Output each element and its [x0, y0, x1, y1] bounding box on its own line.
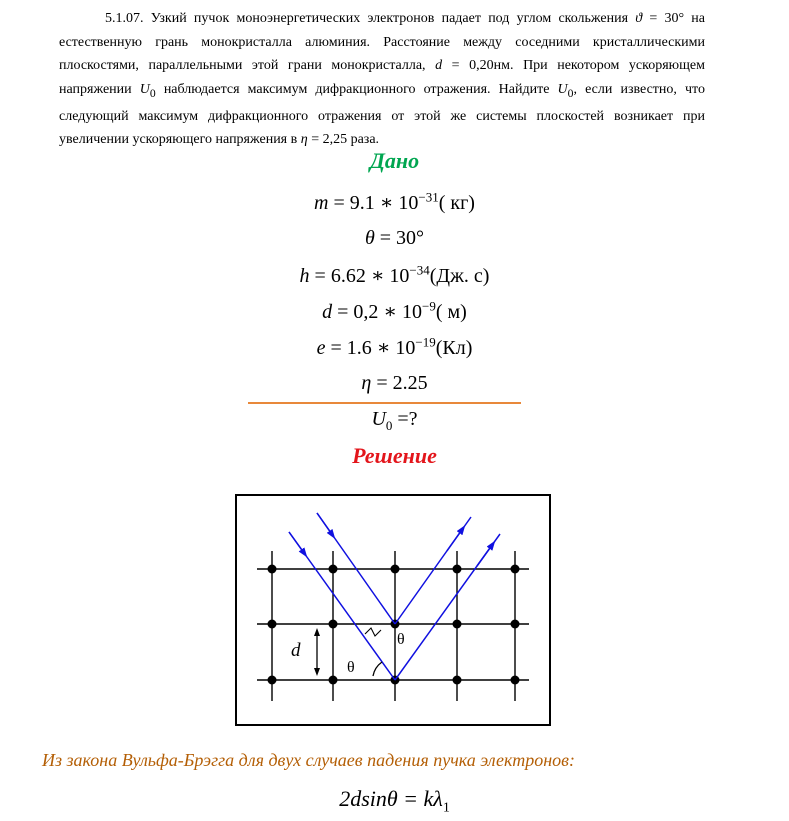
mass-symbol: m: [314, 192, 329, 214]
distance-value: = 0,2 ∗ 10: [332, 301, 423, 323]
find-subscript: 0: [385, 418, 393, 433]
bragg-diagram-svg: [237, 496, 549, 724]
incident-arrow-upper: [317, 513, 333, 536]
atom: [329, 676, 338, 685]
problem-text-2: на естественную грань монокристалла алюминия. Расстояние между соседними кристаллическими плоскостями, параллельными этой грани монокристалла,: [59, 11, 706, 73]
charge-value: = 1.6 ∗ 10: [325, 337, 416, 359]
solution-explanation: Из закона Вульфа-Брэгга для двух случаев падения пучка электронов:: [42, 750, 575, 770]
u-subscript: 0: [149, 86, 156, 100]
distance-exponent: −9: [422, 298, 436, 314]
angle-symbol: ϑ: [635, 11, 643, 26]
eta-value: = 2,25 раза.: [307, 132, 380, 148]
reflected-arrow-lower: [477, 544, 493, 566]
atom: [511, 676, 520, 685]
reflected-arrow-upper: [447, 528, 463, 551]
eta-symbol: η: [300, 132, 308, 148]
find-value: =?: [392, 408, 418, 430]
solution-title: Решение: [352, 443, 437, 468]
distance-unit: ( м): [435, 301, 467, 323]
atom: [268, 565, 277, 574]
theta-arc-lower: [373, 662, 382, 676]
mass-exponent: −31: [418, 189, 439, 205]
d-symbol: d: [435, 58, 443, 73]
theta-value: = 30°: [374, 227, 425, 249]
given-title: Дано: [369, 148, 420, 173]
planck-symbol: h: [299, 265, 310, 287]
theta-symbol: θ: [364, 227, 375, 249]
problem-text-4: наблюдается максимум дифракционного отражения. Найдите: [155, 81, 558, 97]
problem-statement: [59, 7, 705, 152]
given-mass: [0, 190, 789, 215]
given-charge: [0, 335, 789, 360]
problem-number: 5.1.07.: [105, 11, 144, 26]
given-divider: [248, 402, 521, 404]
atom: [511, 565, 520, 574]
u-symbol-2: U: [557, 81, 568, 97]
mass-unit: ( кг): [438, 192, 475, 214]
find-u0: [0, 408, 789, 431]
atom: [391, 565, 400, 574]
distance-symbol: d: [322, 301, 333, 323]
given-distance: [0, 299, 789, 324]
bragg-formula-lhs: 2dsinθ = kλ: [339, 786, 443, 811]
problem-text-5: , если известно, что следующий максимум дифракционного отражения от этой же системы плоскостей возникает при увеличении ускоряющего напряжения в: [59, 81, 705, 148]
atom: [268, 620, 277, 629]
perpendicular-mark: [365, 628, 381, 636]
eta-given-symbol: η: [361, 372, 372, 394]
problem-text-1: Узкий пучок моноэнергетических электронов падает под углом скольжения: [150, 11, 636, 26]
atom: [453, 676, 462, 685]
charge-unit: (Кл): [435, 337, 473, 359]
eta-given-value: = 2.25: [371, 372, 428, 394]
d-label: d: [291, 640, 301, 661]
u-subscript-2: 0: [567, 86, 574, 100]
planck-unit: (Дж. с): [429, 265, 490, 287]
planck-exponent: −34: [409, 262, 430, 278]
theta-label-lower: θ: [347, 659, 355, 676]
charge-exponent: −19: [415, 334, 436, 350]
find-symbol: U: [371, 408, 386, 430]
atom: [268, 676, 277, 685]
atom: [453, 620, 462, 629]
given-planck: [0, 263, 789, 288]
bragg-formula: [0, 786, 789, 816]
given-theta: [0, 227, 789, 250]
given-eta: [0, 372, 789, 395]
atom: [453, 565, 462, 574]
incident-arrow-lower: [289, 532, 305, 554]
atom: [329, 620, 338, 629]
bragg-diagram: [235, 494, 551, 726]
atom: [511, 620, 520, 629]
d-value: = 0,20нм.: [442, 58, 524, 73]
charge-symbol: e: [316, 337, 326, 359]
bragg-formula-subscript: 1: [442, 800, 450, 816]
angle-value: = 30°: [642, 11, 692, 26]
mass-value: = 9.1 ∗ 10: [328, 192, 419, 214]
atom: [329, 565, 338, 574]
planck-value: = 6.62 ∗ 10: [309, 265, 410, 287]
theta-label-upper: θ: [397, 631, 405, 648]
problem-text-3: При некотором ускоряющем напряжении: [59, 58, 705, 97]
u-symbol: U: [139, 81, 150, 97]
